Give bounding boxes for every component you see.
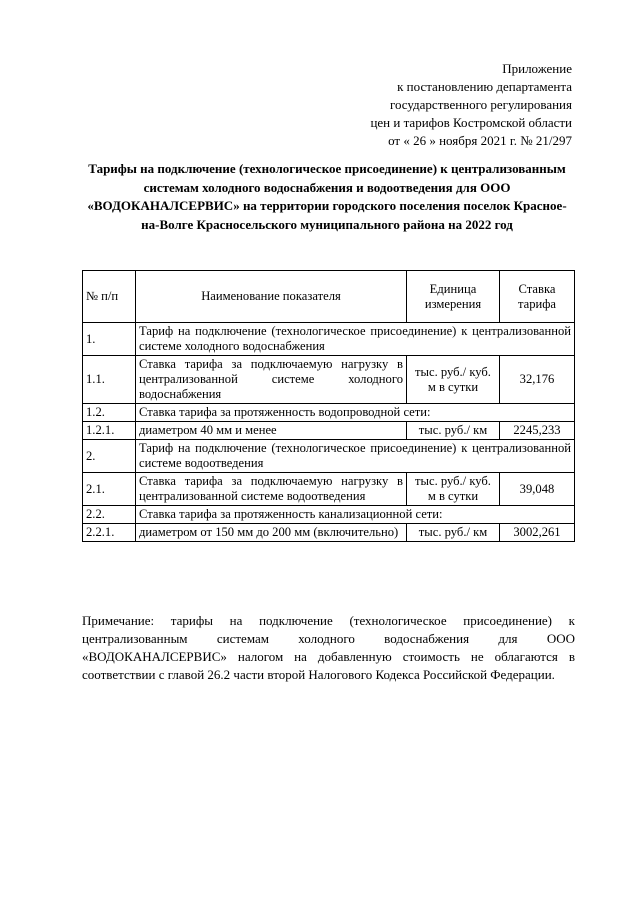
- row-rate: 39,048: [500, 473, 575, 506]
- tariff-table: [82, 270, 575, 542]
- row-rate: 2245,233: [500, 422, 575, 440]
- table-row: [83, 440, 575, 473]
- row-name: Ставка тарифа за протяженность канализационной сети:: [136, 506, 575, 524]
- row-rate: 3002,261: [500, 524, 575, 542]
- table-row: [83, 404, 575, 422]
- row-name: Тариф на подключение (технологическое присоединение) к централизованной системе холодного водоснабжения: [136, 323, 575, 356]
- row-num: 1.1.: [83, 356, 136, 404]
- row-unit: тыс. руб./ куб. м в сутки: [407, 356, 500, 404]
- row-name: диаметром 40 мм и менее: [136, 422, 407, 440]
- row-name: Ставка тарифа за подключаемую нагрузку в централизованной системе водоотведения: [136, 473, 407, 506]
- table-row: [83, 422, 575, 440]
- row-rate: 32,176: [500, 356, 575, 404]
- note-text: Примечание: тарифы на подключение (технологическое присоединение) к централизованным системам холодного водоснабжения для ООО «ВОДОКАНАЛСЕРВИС» налогом на добавленную стоимость не облагаются в соответствии с главой 26.2 части второй Налогового Кодекса Российской Федерации.: [82, 613, 575, 682]
- row-name: Тариф на подключение (технологическое присоединение) к централизованной системе водоотведения: [136, 440, 575, 473]
- appendix-resolution: к постановлению департамента: [397, 79, 572, 94]
- table-row: [83, 506, 575, 524]
- table-row: [83, 473, 575, 506]
- appendix-date-number: от « 26 » ноября 2021 г. № 21/297: [388, 133, 572, 148]
- row-unit: тыс. руб./ куб. м в сутки: [407, 473, 500, 506]
- appendix-region: цен и тарифов Костромской области: [370, 115, 572, 130]
- table-row: [83, 356, 575, 404]
- header-unit: Единица измерения: [407, 271, 500, 323]
- row-num: 1.2.: [83, 404, 136, 422]
- row-name: диаметром от 150 мм до 200 мм (включительно): [136, 524, 407, 542]
- document-title: Тарифы на подключение (технологическое присоединение) к централизованным системам холодного водоснабжения и водоотведения для ООО «ВОДОКАНАЛСЕРВИС» на территории городского поселения поселок Красное-на-Волге Красносельского муниципального района на 2022 год: [87, 161, 567, 232]
- row-name: Ставка тарифа за подключаемую нагрузку в централизованной системе холодного водоснабжения: [136, 356, 407, 404]
- header-num: № п/п: [83, 271, 136, 323]
- appendix-block: [370, 60, 572, 150]
- row-unit: тыс. руб./ км: [407, 422, 500, 440]
- header-name: Наименование показателя: [136, 271, 407, 323]
- table-header-row: [83, 271, 575, 323]
- row-num: 1.: [83, 323, 136, 356]
- row-num: 2.: [83, 440, 136, 473]
- table-row: [83, 524, 575, 542]
- appendix-label: Приложение: [502, 61, 572, 76]
- row-num: 1.2.1.: [83, 422, 136, 440]
- row-num: 2.2.1.: [83, 524, 136, 542]
- header-rate: Ставка тарифа: [500, 271, 575, 323]
- row-name: Ставка тарифа за протяженность водопроводной сети:: [136, 404, 575, 422]
- row-unit: тыс. руб./ км: [407, 524, 500, 542]
- table-row: [83, 323, 575, 356]
- row-num: 2.2.: [83, 506, 136, 524]
- row-num: 2.1.: [83, 473, 136, 506]
- appendix-department: государственного регулирования: [389, 97, 572, 112]
